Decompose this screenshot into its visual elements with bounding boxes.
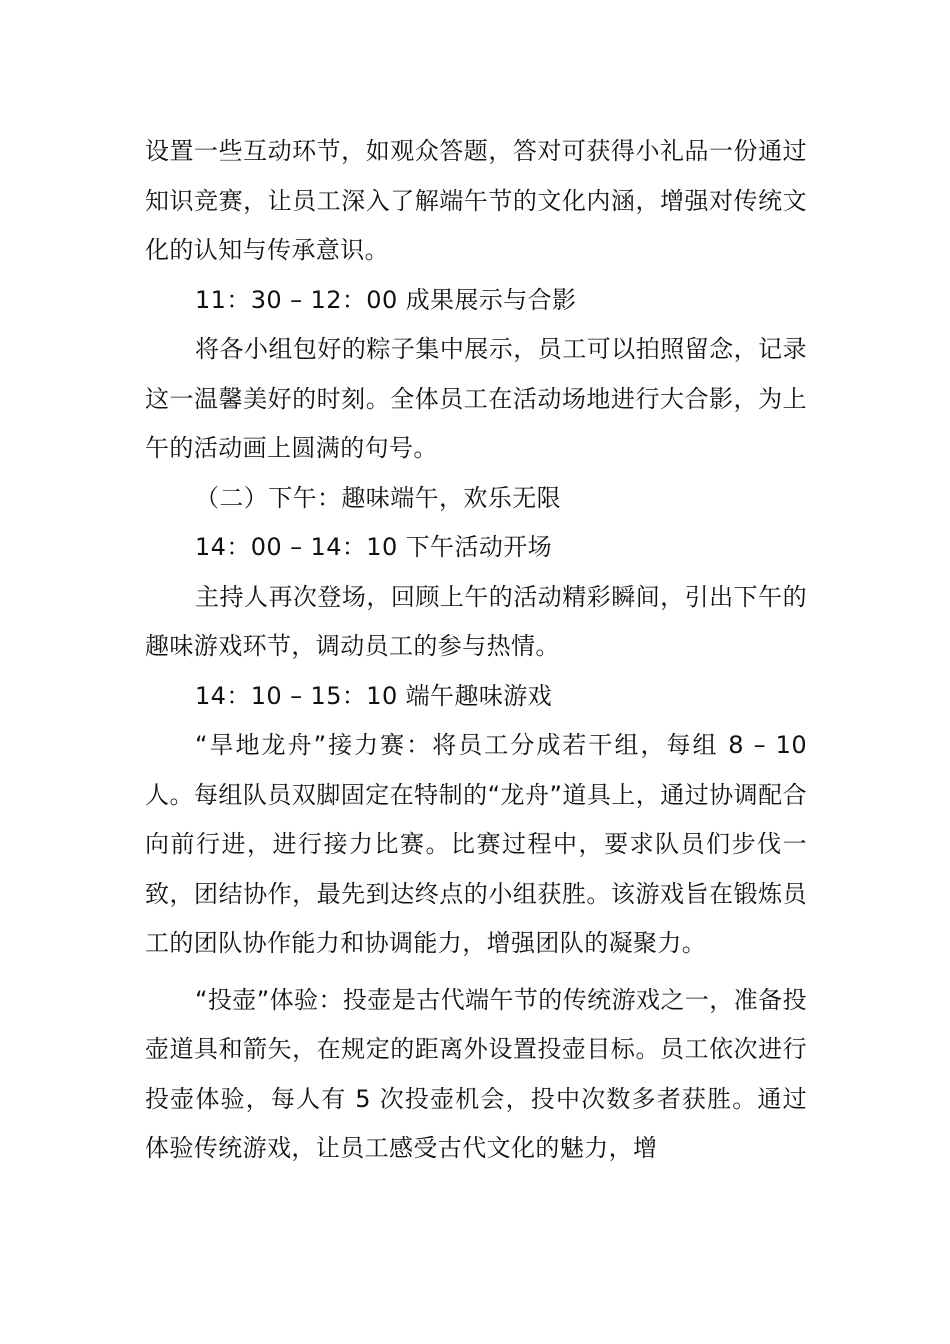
paragraph-pitch-pot: “投壶”体验：投壶是古代端午节的传统游戏之一，准备投壶道具和箭矢，在规定的距离外设置投壶目标。员工依次进行投壶体验，每人有 5 次投壶机会，投中次数多者获胜。通过体验传统游戏，让员工感受古代文化的魅力，增 (145, 985, 807, 1162)
section-heading-afternoon: （二）下午：趣味端午，欢乐无限 (195, 483, 561, 512)
paragraph-dragon-boat-relay: “旱地龙舟”接力赛：将员工分成若干组，每组 8 – 10 人。每组队员双脚固定在特制的“龙舟”道具上，通过协调配合向前行进，进行接力比赛。比赛过程中，要求队员们步伐一致，团结协作，最先到达终点的小组获胜。该游戏旨在锻炼员工的团队协作能力和协调能力，增强团队的凝聚力。 (145, 731, 807, 957)
paragraph-interactive-quiz: 设置一些互动环节，如观众答题，答对可获得小礼品一份通过知识竞赛，让员工深入了解端午节的文化内涵，增强对传统文化的认知与传承意识。 (145, 137, 807, 264)
schedule-heading-afternoon-opening: 14：00 – 14：10 下午活动开场 (195, 533, 553, 561)
paragraph-results-photo: 将各小组包好的粽子集中展示，员工可以拍照留念，记录这一温馨美好的时刻。全体员工在活动场地进行大合影，为上午的活动画上圆满的句号。 (145, 335, 807, 462)
schedule-heading-fun-games: 14：10 – 15：10 端午趣味游戏 (195, 681, 553, 710)
schedule-heading-results-photo: 11：30 – 12：00 成果展示与合影 (195, 285, 577, 314)
paragraph-afternoon-opening: 主持人再次登场，回顾上午的活动精彩瞬间，引出下午的趣味游戏环节，调动员工的参与热情。 (145, 582, 807, 660)
document-body (145, 127, 807, 1174)
